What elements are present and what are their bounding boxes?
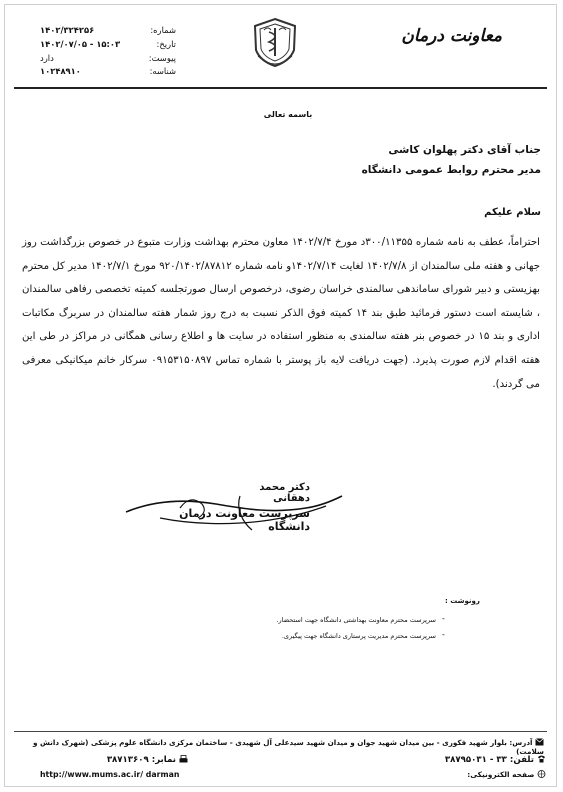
handwritten-signature-icon [120, 478, 350, 538]
recipient-title: مدیر محترم روابط عمومی دانشگاه [361, 164, 541, 176]
university-logo-icon [250, 16, 300, 68]
meta-attachment-value: دارد [40, 52, 54, 63]
footer-phone-text: تلفن: ۳۳ - ۳۸۷۹۵۰۳۱ [444, 755, 534, 765]
footer-phone [360, 755, 546, 765]
signatory-name: دکتر محمد دهقانی [259, 482, 310, 504]
globe-icon [537, 770, 546, 778]
meta-attachment-label: پیوست: [148, 52, 176, 63]
cc-bullet: - [442, 614, 445, 623]
envelope-icon [535, 738, 544, 746]
footer-fax [52, 755, 188, 765]
meta-number [40, 24, 176, 38]
letter-meta [40, 24, 176, 79]
meta-id-value: ۱۰۲۴۸۹۱۰ [40, 66, 81, 77]
office-name: معاونت درمان [401, 26, 502, 46]
meta-number-value: ۱۴۰۲/۳۲۴۲۵۶ [40, 25, 95, 35]
letter-body: احتراماً، عطف به نامه شماره ۳۰۰/۱۱۳۵۵د مورخ ۱۴۰۲/۷/۴ معاون محترم بهداشت وزارت متبوع در خصوص بزرگداشت روز جهانی و هفته ملی سالمندان از ۱۴۰۲/۷/۸ لغایت ۱۴۰۲/۷/۱۴و نامه شماره ۹۲۰/۱۴۰۲/۸۷۸۱۲ مورخ ۱۴۰۲/۷/۱ مدیر کل محترم بهزیستی و دبیر شورای ساماندهی سالمندی خراسان رضوی، درخصوص ارسال صورتجلسه کمیته تخصصی رفاهی سالمندان ، شایسته است دستور فرمائید طبق بند ۱۴ کمیته فوق الذکر نسبت به درج روز شمار هفته سالمندان در سربرگ مکاتبات اداری و بند ۱۵ در خصوص بنر هفته سالمندی به منظور استفاده در سایت ها و اطلاع رسانی همگانی در مراکز در طی این هفته اقدام لازم صورت پذیرد. (جهت دریافت لایه باز پوستر با شماره تماس ۰۹۱۵۳۱۵۰۸۹۷ سرکار خانم میکانیکی معرفی می گردند). [22, 237, 541, 390]
cc-bullet: - [442, 630, 445, 639]
meta-id [40, 65, 176, 79]
cc-heading: رونوشت : [445, 597, 480, 605]
meta-number-label: شماره: [150, 25, 176, 35]
footer-fax-text: نمابر: ۳۸۷۱۳۶۰۹ [106, 755, 176, 765]
cc-item-health-deputy: سرپرست محترم معاونت بهداشتی دانشگاه جهت استحضار. [276, 616, 436, 624]
basmala: باسمه تعالی [263, 110, 313, 119]
greeting: سلام علیکم [484, 207, 541, 218]
meta-date-value: ۱۴۰۲/۰۷/۰۵ - ۱۵:۰۳ [40, 38, 121, 49]
meta-attachment [40, 52, 176, 66]
recipient-name: جناب آقای دکتر پهلوان کاشی [388, 144, 541, 156]
meta-date-label: تاریخ: [156, 38, 176, 49]
signatory-title: سرپرست معاونت درمان دانشگاه [179, 507, 310, 533]
footer-web-label [360, 770, 546, 779]
footer-website-link[interactable]: http://www.mums.ac.ir/ darman [40, 770, 180, 779]
footer-web-label-text: صفحه الکترونیکی: [467, 770, 535, 779]
footer-address [16, 738, 544, 756]
cc-item-nursing-management: سرپرست محترم مدیریت پرستاری دانشگاه جهت پیگیری. [281, 632, 436, 640]
meta-id-label: شناسه: [149, 66, 176, 77]
fax-icon [179, 755, 188, 763]
footer-divider [14, 731, 547, 732]
phone-icon [537, 755, 546, 763]
header-divider [14, 87, 547, 89]
meta-date [40, 38, 176, 52]
footer-address-text: آدرس: بلوار شهید فکوری - بین میدان شهید جوان و میدان شهید سیدعلی آل شهیدی - ساختمان مرکزی دانشگاه علوم پزشکی (شهرک دانش و سلامت) [33, 738, 544, 756]
